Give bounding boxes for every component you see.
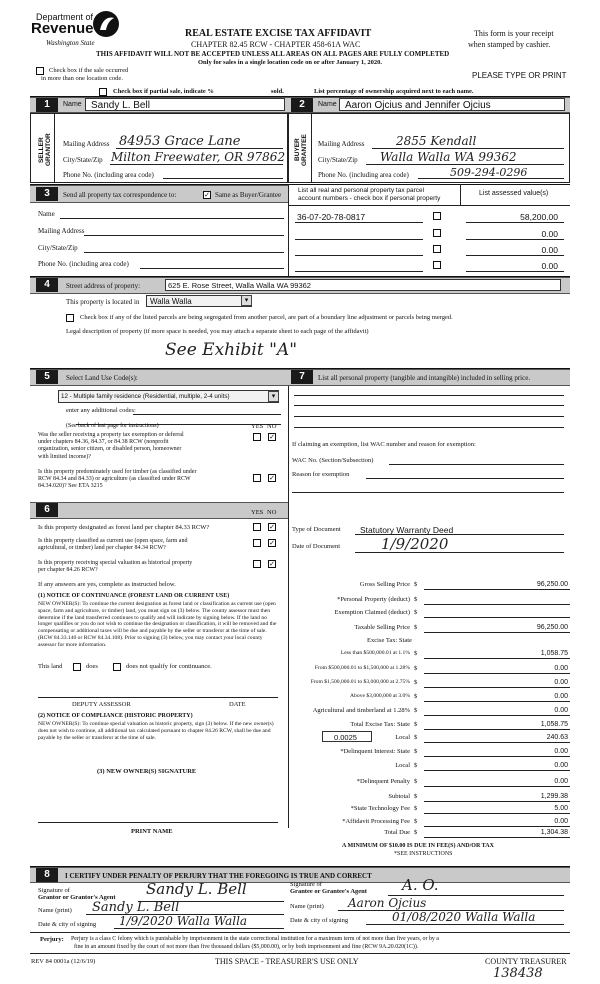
wac-label: WAC No. (Section/Subsection) [292,457,374,464]
dollar-sign: $ [414,707,418,714]
local-excise-value: 240.63 [546,734,568,741]
perjury-text-1: Perjury is a class C felony which is punishable by imprisonment in the state correctional institution for a maximum term of not more than five years, or by a [71,936,439,942]
assessed-value-header: List assessed value(s) [479,190,549,197]
total-due-value: 1,304.38 [540,829,568,836]
see-back-note: (See back of last page for instructions) [66,423,159,429]
dollar-sign: $ [414,829,418,836]
section-5-badge: 5 [36,370,58,384]
seller-side-label: SELLER GRANTOR [38,133,52,167]
tax-tier-value: 0.00 [554,679,568,686]
ownership-note: List percentage of ownership acquired next to each name. [314,88,474,95]
segregated-note: Check box if any of the listed parcels are being segregated from another parcel, are part of a boundary line adjustment or parcels being merged. [80,314,453,321]
tax-tier-value: 0.00 [554,693,568,700]
s5-q2-yes-checkbox[interactable] [253,474,261,482]
personal-property-checkbox[interactable] [433,212,441,220]
buyer-city-value: Walla Walla WA 99362 [380,150,517,164]
dollar-sign: $ [414,721,418,728]
doc-type-value: Statutory Warranty Deed [360,525,454,535]
grantee-signature: A. O. [402,876,439,894]
doc-type-label: Type of Document [292,526,341,533]
dollar-sign: $ [414,693,418,700]
certify-statement: I CERTIFY UNDER PENALTY OF PERJURY THAT THE FOREGOING IS TRUE AND CORRECT [65,872,372,880]
parcel-number: 36-07-20-78-0817 [297,212,366,222]
dollar-sign: $ [414,581,418,588]
receipt-note-1: This form is your receipt [474,29,554,38]
affidavit-fee-value: 0.00 [554,818,568,825]
grantee-date-value: 01/08/2020 Walla Walla [392,910,536,924]
legal-description-note: Legal description of property (if more space is needed, you may attach a separate sheet to each page of the affidavit) [66,328,369,335]
s5-q1-no-checkbox[interactable]: ✓ [269,433,275,441]
subtotal-value: 1,299.38 [540,793,568,800]
subtotal-label: Subtotal [388,793,410,800]
grantor-name-label: Name (print) [38,907,72,914]
grantor-name-value: Sandy L. Bell [92,900,180,915]
total-excise-state-label: Total Excise Tax: State [350,721,410,728]
tax-tier-value: 0.00 [554,665,568,672]
county-treasurer: COUNTY TREASURER [485,957,567,966]
dollar-sign: $ [414,818,418,825]
corr-city-label: City/State/Zip [38,244,78,252]
located-in-chevron-icon[interactable]: ▾ [241,295,252,306]
local-excise-label: Local [395,734,410,741]
total-due-label: Total Due [384,829,410,836]
seller-phone-label: Phone No. (including area code) [63,171,154,179]
treasurer-stamp-number: 138438 [493,966,543,981]
notice-1-title: (1) NOTICE OF CONTINUANCE (FOREST LAND OR CURRENT USE) [38,593,230,599]
street-address-label: Street address of property: [66,282,141,290]
form-title: REAL ESTATE EXCISE TAX AFFIDAVIT [185,28,372,39]
section-8-badge: 8 [36,868,58,882]
gross-selling-price-value: 96,250.00 [536,581,568,588]
grantee-sig-label-2: Grantee or Grantee's Agent [290,888,367,895]
tax-tier-label: Agricultural and timberland at 1.28% [312,707,410,714]
land-use-value: 12 - Multiple family residence (Residential, multiple, 2-4 units) [61,393,230,400]
deputy-date-label: DATE [229,701,246,708]
if-yes-instruction: If any answers are yes, complete as instructed below. [38,581,176,588]
exemption-reason-label: Reason for exemption [292,471,350,478]
assessed-value: 0.00 [541,261,558,271]
affidavit-fee-label: *Affidavit Processing Fee [342,818,410,825]
located-in-value: Walla Walla [150,297,192,306]
notice-2-title: (2) NOTICE OF COMPLIANCE (HISTORIC PROPERTY) [38,713,193,719]
section-7-badge: 7 [291,370,313,384]
notice-1-text: NEW OWNER(S): To continue the current designation as forest land or classification as current use (open space, farm and agriculture, or timber) land, you must sign on (3) below. The county assessor must then determine if the land transferred continues to qualify and will indicate by signing below. If the land no longer qualifies or you do not wish to continue the designation or classification, it will be removed and the compensating or additional taxes will be due and payable by the seller or transferor at the time of sale. (RCW 84.33.140 or RCW 84.34.108). Prior to signing (3) below, you may contact your local county assessor for more information. [38,601,277,648]
multi-location-label-2: in more than one location code. [41,75,123,82]
technology-fee-label: *State Technology Fee [350,805,410,812]
treasurer-use-only: THIS SPACE - TREASURER'S USE ONLY [215,957,359,966]
form-chapter: CHAPTER 82.45 RCW - CHAPTER 458-61A WAC [191,40,361,49]
dollar-sign: $ [414,734,418,741]
s6-question-1: Is this property designated as forest land per chapter 84.33 RCW? [38,524,210,531]
delinquent-interest-state-value: 0.00 [554,748,568,755]
doc-date-value: 1/9/2020 [381,535,449,553]
dollar-sign: $ [414,679,418,686]
buyer-phone-value: 509-294-0296 [450,166,528,179]
personal-property-checkbox[interactable] [433,261,441,269]
buyer-mailing-label: Mailing Address [318,140,365,148]
s5-yes-header: YES [251,423,264,430]
perjury-label: Perjury: [40,936,64,943]
delinquent-interest-state-label: *Delinquent Interest: State [340,748,410,755]
agency-dept: Department of [36,12,94,22]
segregated-checkbox[interactable] [66,314,74,322]
same-as-buyer-label: Same as Buyer/Grantee [215,191,282,199]
personal-property-checkbox[interactable] [433,229,441,237]
s6-question-2: Is this property classified as current use (open space, farm and agricultural, or timber) land per chapter 84.34 RCW? [38,538,188,552]
corr-phone-label: Phone No. (including area code) [38,260,129,268]
located-in-label: This property is located in [66,298,140,306]
grantee-sig-label-1: Signature of [290,881,322,888]
gross-selling-price-label: Gross Selling Price [359,581,410,588]
technology-fee-value: 5.00 [554,805,568,812]
seller-mailing-value: 84953 Grace Lane [119,134,241,149]
personal-property-label: List all personal property (tangible and intangible) included in selling price. [318,374,531,382]
section-2-badge: 2 [291,98,313,112]
grantor-sig-label-2: Grantor or Grantor's Agent [38,894,116,901]
this-land-label: This land [38,663,63,670]
delinquent-interest-local-label: Local [395,762,410,769]
seller-city-label: City/State/Zip [63,156,103,164]
multi-location-checkbox[interactable] [36,67,44,75]
s6-question-3: Is this property receiving special valuation as historical property per chapter 84.26 RCW? [38,560,193,574]
dollar-sign: $ [414,665,418,672]
s6-q2-no-checkbox[interactable]: ✓ [269,539,275,547]
form-revision: REV 84 0001a (12/6/19) [31,958,96,965]
parcel-header-2: account numbers - check box if personal property [298,195,441,202]
s6-q2-yes-checkbox[interactable] [253,539,261,547]
tax-tier-label: From $500,000.01 to $1,500,000 at 1.28% [314,665,410,671]
seller-city-value: Milton Freewater, OR 97862 [111,150,286,164]
grantee-name-label: Name (print) [290,903,324,910]
land-does-label: does [86,663,98,670]
minimum-due-note: A MINIMUM OF $10.00 IS DUE IN FEE(S) AND/OR TAX [342,843,494,849]
form-sales-note: Only for sales in a single location code on or after January 1, 2020. [198,59,382,66]
tax-tier-label: Above $3,000,000 at 3.0% [350,693,410,699]
agency-name: Revenue [31,20,94,37]
corr-mailing-label: Mailing Address [38,227,85,235]
grantor-date-value: 1/9/2020 Walla Walla [119,914,248,928]
s6-yes-header: YES [251,509,264,516]
total-excise-state-value: 1,058.75 [540,721,568,728]
see-instructions-note: *SEE INSTRUCTIONS [394,851,453,857]
tax-tier-value: 1,058.75 [540,650,568,657]
s6-q1-no-checkbox[interactable]: ✓ [269,523,275,531]
same-as-buyer-checkbox[interactable]: ✓ [204,191,210,199]
section-1-badge: 1 [36,98,58,112]
send-correspondence-label: Send all property tax correspondence to: [63,191,177,199]
form-warning: THIS AFFIDAVIT WILL NOT BE ACCEPTED UNLESS ALL AREAS ON ALL PAGES ARE FULLY COMPLETED [96,50,450,58]
dollar-sign: $ [414,748,418,755]
seller-mailing-label: Mailing Address [63,140,110,148]
exemption-claimed-label: Exemption Claimed (deduct) [334,609,410,616]
grantor-signature: Sandy L. Bell [146,880,247,898]
notice-2-text: NEW OWNER(S): To continue special valuation as historic property, sign (3) below. If the new owner(s) does not wish to continue, all additional tax calculated pursuant to chapter 84.26 RCW, shall be due and payable by the seller or transferor at the time of sale. [38,721,274,741]
print-name-label: PRINT NAME [131,828,173,835]
receipt-note-2: when stamped by cashier. [468,40,551,49]
corr-name-label: Name [38,210,55,218]
grantor-date-label: Date & city of signing [38,921,97,928]
tax-tier-label: From $1,500,000.01 to $3,000,000 at 2.75% [310,679,410,685]
dollar-sign: $ [414,778,418,785]
section-3-badge: 3 [36,187,58,201]
doc-date-label: Date of Document [292,543,341,550]
personal-property-checkbox[interactable] [433,245,441,253]
buyer-phone-label: Phone No. (including area code) [318,171,409,179]
seller-name-value: Sandy L. Bell [91,100,150,111]
type-or-print: PLEASE TYPE OR PRINT [472,71,567,80]
assessed-value: 58,200.00 [520,212,558,222]
buyer-name-label: Name [318,101,337,108]
buyer-mailing-value: 2855 Kendall [396,134,477,148]
s5-q1-yes-checkbox[interactable] [253,433,261,441]
partial-sale-checkbox[interactable] [99,88,107,96]
sold-label: sold. [271,88,284,95]
grantor-sig-label-1: Signature of [38,887,70,894]
assessed-value: 0.00 [541,229,558,239]
street-address-value: 625 E. Rose Street, Walla Walla WA 99362 [168,281,311,290]
buyer-name-value: Aaron Ojcius and Jennifer Ojcius [345,100,491,111]
deputy-assessor-label: DEPUTY ASSESSOR [72,701,131,708]
delinquent-penalty-label: *Delinquent Penalty [356,778,410,785]
tax-tier-value: 0.00 [554,707,568,714]
personal-property-deduct-label: *Personal Property (deduct) [337,596,410,603]
assessed-value: 0.00 [541,245,558,255]
partial-sale-label: Check box if partial sale, indicate % [113,88,214,95]
taxable-selling-price-value: 96,250.00 [536,624,568,631]
s6-q3-yes-checkbox[interactable] [253,560,261,568]
land-use-chevron-icon[interactable]: ▾ [268,391,279,402]
land-does-not-label: does not qualify for continuance. [126,663,212,670]
grantee-name-value: Aaron Ojcius [348,896,427,910]
buyer-side-label: BUYER GRANTEE [294,134,308,166]
seller-name-label: Name [63,101,82,108]
dollar-sign: $ [414,805,418,812]
delinquent-interest-local-value: 0.00 [554,762,568,769]
section-4-badge: 4 [36,278,58,292]
dollar-sign: $ [414,762,418,769]
revenue-logo-icon [92,10,120,38]
parcel-header-1: List all real and personal property tax parcel [298,187,425,194]
multi-location-label-1: Check box if the sale occurred [49,67,129,74]
s5-q2-no-checkbox[interactable]: ✓ [269,474,275,482]
dollar-sign: $ [414,609,418,616]
perjury-text-2: fine in an amount fixed by the court of not more than five thousand dollars ($5,000.00), or by both imprisonment and fine (RCW 9A.20.020(1C)). [74,944,419,950]
buyer-city-label: City/State/Zip [318,156,358,164]
tax-tier-label: Less than $500,000.01 at 1.1% [340,650,410,656]
s6-no-header: NO [267,509,277,516]
dollar-sign: $ [414,596,418,603]
land-does-checkbox[interactable] [73,663,81,671]
legal-description-value: See Exhibit "A" [165,340,298,360]
new-owner-signature-label: (3) NEW OWNER(S) SIGNATURE [97,768,197,775]
agency-state: Washington State [46,39,95,47]
s5-no-header: NO [267,423,277,430]
dollar-sign: $ [414,624,418,631]
s6-q3-no-checkbox[interactable]: ✓ [269,560,275,568]
land-use-label: Select Land Use Code(s): [66,374,138,382]
grantee-date-label: Date & city of signing [290,917,349,924]
section-6-badge: 6 [36,503,58,517]
land-does-not-checkbox[interactable] [113,663,121,671]
s6-q1-yes-checkbox[interactable] [253,523,261,531]
exemption-instruction: If claiming an exemption, list WAC number and reason for exemption: [292,441,476,448]
taxable-selling-price-label: Taxable Selling Price [354,624,410,631]
s5-question-2: Is this property predominately used for timber (as classified under RCW 84.34 and 84.33) or agriculture (as classified under RCW 84.34.020)? See ETA 3215 [38,469,197,490]
local-rate-value: 0.0025 [334,733,357,742]
dollar-sign: $ [414,650,418,657]
dollar-sign: $ [414,793,418,800]
additional-codes-label: enter any additional codes: [66,407,136,414]
excise-tax-state-heading: Excise Tax: State [367,637,412,644]
delinquent-penalty-value: 0.00 [554,778,568,785]
s5-question-1: Was the seller receiving a property tax exemption or deferral under chapters 84.36, 84.37, or 84.38 RCW (nonprofit organization, senior citizen, or disabled person, homeowner with limited income)? [38,432,184,460]
